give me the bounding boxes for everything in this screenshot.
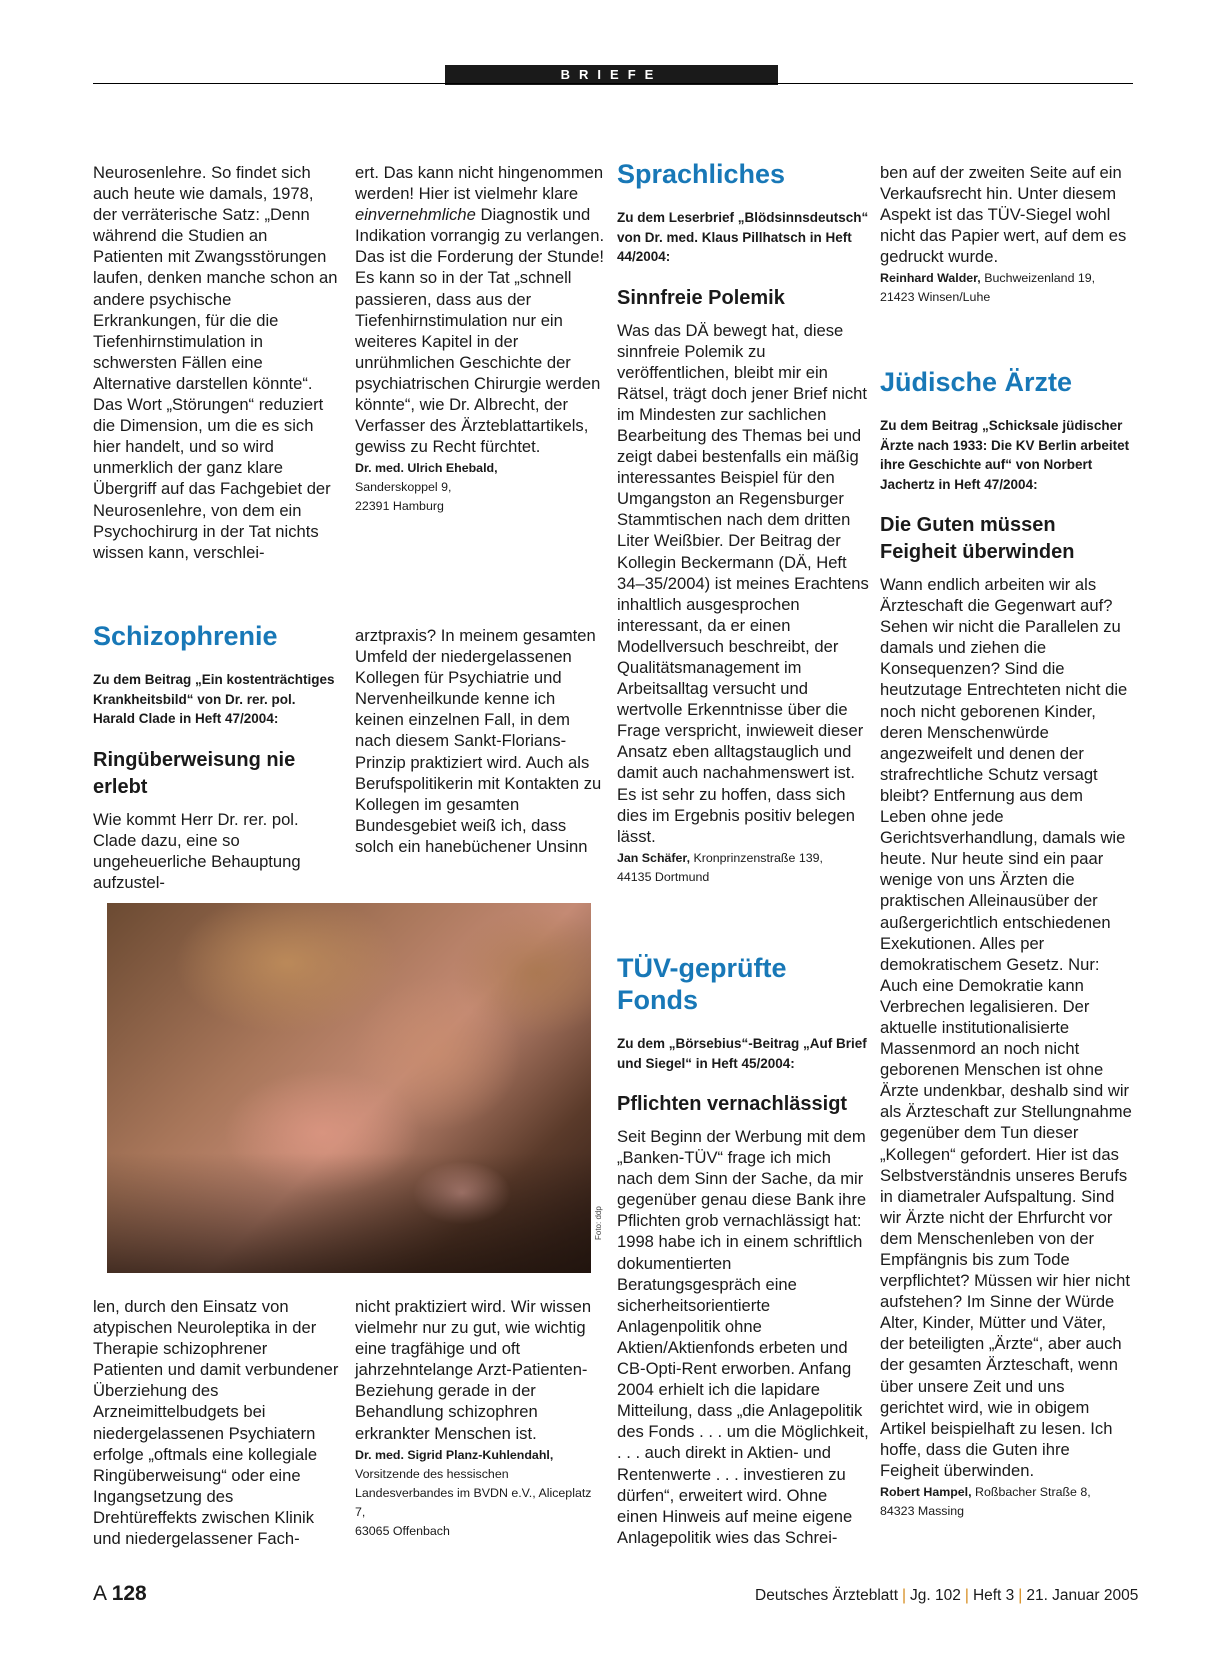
signature-name: Jan Schäfer, bbox=[617, 850, 691, 865]
footer-separator: | bbox=[902, 1587, 907, 1604]
signature-address: Sanderskoppel 9, bbox=[355, 480, 452, 495]
signature bbox=[617, 849, 869, 887]
photo-shade bbox=[107, 1153, 591, 1273]
category-title: TÜV-geprüfte Fonds bbox=[617, 953, 787, 1015]
text-italic: einvernehmliche bbox=[355, 205, 476, 225]
reference-note: Zu dem Leserbrief „Blödsinnsdeutsch“ von Dr. med. Klaus Pillhatsch in Heft 44/2004: bbox=[617, 210, 869, 264]
letter-headline: Ringüberweisung nie erlebt bbox=[93, 748, 296, 798]
category-title: Jüdische Ärzte bbox=[880, 367, 1073, 397]
signature-name: Reinhard Walder, bbox=[880, 271, 981, 286]
letter-text: ben auf der zweiten Seite auf ein Verkaufsrecht hin. Unter diesem Aspekt ist das TÜV-Siegel wohl nicht das Papier wert, auf dem es gedruckt wurde. bbox=[880, 163, 1127, 267]
letter-headline: Sinnfreie Polemik bbox=[617, 286, 785, 309]
issue: Heft 3 bbox=[972, 1587, 1015, 1604]
letter-text: arztpraxis? In meinem gesamten Umfeld der niedergelassenen Kollegen für Psychiatrie und Nervenheilkunde kenne ich keinen einzelnen Fall, in dem nach diesem Sankt-Florians-Prinzip praktiziert wird. Auch als Berufspolitikerin mit Kontakten zu Kollegen im gesamten Bundesgebiet weiß ich, dass solch ein hanebüchener Unsinn bbox=[355, 626, 602, 856]
signature bbox=[355, 1446, 605, 1541]
juedisch-section bbox=[880, 366, 1132, 1521]
signature bbox=[355, 459, 605, 516]
signature bbox=[880, 269, 1130, 307]
signature-city: 21423 Winsen/Luhe bbox=[880, 290, 991, 305]
reference-note: Zu dem Beitrag „Ein kostenträchtiges Krankheitsbild“ von Dr. rer. pol. Harald Clade in Heft 47/2004: bbox=[93, 672, 335, 726]
category-title: Schizophrenie bbox=[93, 621, 278, 651]
letter-text: Wann endlich arbeiten wir als Ärzteschaft die Gegenwart auf? Sehen wir nicht die Parallelen zu damals und ziehen die Konsequenzen? Sind die heutzutage Entrechteten nicht die noch nicht geborenen Kinder, deren Menschenwürde angezweifelt und denen der strafrechtliche Schutz versagt bleibt? Entfernung aus dem Leben ohne jede Gerichtsverhandlung, damals wie heute. Nur heute sind ein paar wenige von uns Ärzten die praktischen Alleinausüber der außergerichtlich entschiedenen Exekutionen. Alles per demokratischem Gesetz. Nur: Auch eine Demokratie kann Verbrechen legalisieren. Der aktuelle institutionalisierte Massenmord an noch nicht geborenen Menschen ist ohne Ärzte undenkbar, deshalb sind wir als Ärzteschaft zur Stellungnahme gegenüber dem Tun dieser „Kollegen“ gefordert. Hier ist das Selbstverständnis unseres Berufs in diametraler Aufspaltung. Sind wir Ärzte nicht der Ehrfurcht vor dem Menschenleben von der Empfängnis bis zum Tode verpflichtet? Müssen wir hier nicht aufstehen? Im Sinne der Würde Alter, Kinder, Mütter und Väter, der beteiligten „Ärzte“, aber auch der gesamten Ärzteschaft, wenn über unsere Zeit und uns gerichtet wird, wie in obigem Artikel beispielhaft zu lesen. Ich hoffe, dass die Guten ihre Feigheit überwinden. bbox=[880, 575, 1132, 1480]
signature-address: Buchweizenland 19, bbox=[984, 271, 1096, 286]
footer-separator: | bbox=[964, 1587, 969, 1604]
signature-address: Vorsitzende des hessischen Landesverbandes im BVDN e.V., Aliceplatz 7, bbox=[355, 1466, 592, 1519]
signature-address: Roßbacher Straße 8, bbox=[975, 1485, 1091, 1500]
letter-headline: Pflichten vernachlässigt bbox=[617, 1093, 848, 1115]
letter-text: Wie kommt Herr Dr. rer. pol. Clade dazu, eine so ungeheuerliche Behauptung aufzustel- bbox=[93, 809, 301, 892]
footer-separator: | bbox=[1018, 1587, 1023, 1604]
text-part: ert. Das kann nicht hingenommen werden! Hier ist vielmehr klare bbox=[355, 163, 604, 204]
footer-citation bbox=[755, 1587, 1138, 1605]
schizo-col2-top bbox=[355, 625, 605, 857]
letter-text: Was das DÄ bewegt hat, diese sinnfreie Polemik zu veröffentlichen, bleibt mir ein Rätsel, trägt doch jener Brief nicht im Mindesten zur sachlichen Bearbeitung des Themas bei und zeigt dabei bestenfalls ein mäßig interessantes Beispiel für den Umgangston an Regensburger Stammtischen nach dem dritten Liter Weißbier. Der Beitrag der Kollegin Beckermann (DÄ, Heft 34–35/2004) ist meines Erachtens inhaltlich ausgesprochen interessant, da er einen Modellversuch beschreibt, der Qualitätsmanagement im Arbeitsalltag versucht und wertvolle Erkenntnisse über die Frage verspricht, inwieweit dieser Ansatz eben alltagstauglich und damit auch nachahmenswert ist. Es ist sehr zu hoffen, dass sich dies im Ergebnis positiv belegen lässt. bbox=[617, 320, 869, 846]
col1-top bbox=[93, 162, 341, 563]
schizo-head bbox=[93, 620, 341, 893]
page-number-value: 128 bbox=[111, 1582, 147, 1605]
signature-name: Robert Hampel, bbox=[880, 1485, 972, 1500]
volume: Jg. 102 bbox=[910, 1587, 961, 1604]
journal-name: Deutsches Ärzteblatt bbox=[755, 1587, 899, 1604]
col2-top bbox=[355, 162, 605, 516]
signature-name: Dr. med. Ulrich Ehebald, bbox=[355, 461, 498, 476]
letter-text: Seit Beginn der Werbung mit dem „Banken-TÜV“ frage ich mich nach dem Sinn der Sache, da mir gegenüber genau diese Bank ihre Pflichten grob vernachlässigt hat: 1998 habe ich in einem schriftlich dokumentierten Beratungsgespräch eine sicherheitsorientierte Anlagenpolitik ohne Aktien/Aktienfonds erbeten und CB-Opti-Rent erworben. Anfang 2004 erhielt ich die lapidare Mitteilung, dass „die Anlagepolitik des Fonds . . . um die Möglichkeit, . . . auch direkt in Aktien- und Rentenwerte . . . investieren zu dürfen“, erweitert wird. Ohne einen Hinweis auf meine eigene Anlagepolitik wies das Schrei- bbox=[617, 1127, 869, 1547]
signature-name: Dr. med. Sigrid Planz-Kuhlendahl, bbox=[355, 1447, 554, 1462]
page-prefix: A bbox=[93, 1582, 106, 1605]
page-number bbox=[93, 1582, 147, 1606]
signature bbox=[880, 1483, 1132, 1521]
signature-city: 44135 Dortmund bbox=[617, 869, 710, 884]
tuev-section bbox=[617, 952, 869, 1548]
reference-note: Zu dem Beitrag „Schicksale jüdischer Ärzte nach 1933: Die KV Berlin arbeitet ihre Geschichte auf“ von Norbert Jachertz in Heft 47/2004: bbox=[880, 418, 1130, 492]
col4-top bbox=[880, 162, 1130, 307]
letter-text: len, durch den Einsatz von atypischen Neuroleptika in der Therapie schizophrener Patienten und damit verbundener Überziehung des Arzneimittelbudgets bei niedergelassenen Psychiatern erfolge „oftmals eine kollegiale Ringüberweisung“ oder eine Ingangsetzung des Drehtüreffekts zwischen Klinik und niedergelassener Fach- bbox=[93, 1297, 339, 1549]
issue-date: 21. Januar 2005 bbox=[1026, 1587, 1139, 1604]
letter-text: nicht praktiziert wird. Wir wissen vielmehr nur zu gut, wie wichtig eine tragfähige und oft jahrzehntelange Arzt-Patienten-Beziehung gerade in der Behandlung schizophren erkrankter Menschen ist. bbox=[355, 1297, 592, 1443]
signature-city: 63065 Offenbach bbox=[355, 1523, 450, 1538]
letter-text bbox=[355, 162, 605, 457]
photo-credit: Foto: ddp bbox=[594, 1206, 603, 1240]
header-rule bbox=[93, 83, 1133, 84]
section-tab: BRIEFE bbox=[445, 65, 778, 85]
sprach-section bbox=[617, 158, 869, 887]
schizo-col1-bottom bbox=[93, 1296, 341, 1549]
text-part: Diagnostik und Indikation vorrangig zu verlangen. Das ist die Forderung der Stunde! Es kann so in der Tat „schnell passieren, dass aus der Tiefenhirnstimulation nur ein weiteres Kapitel in der unrühmlichen Geschichte der psychiatrischen Chirurgie werden könnte“, wie Dr. Albrecht, der Verfasser des Ärzteblattartikels, gewiss zu Recht fürchtet. bbox=[355, 205, 605, 457]
letter-headline: Die Guten müssen Feigheit überwinden bbox=[880, 514, 1075, 563]
signature-city: 84323 Massing bbox=[880, 1504, 965, 1519]
signature-city: 22391 Hamburg bbox=[355, 499, 444, 514]
schizo-col2-bottom bbox=[355, 1296, 605, 1541]
signature-address: Kronprinzenstraße 139, bbox=[693, 850, 823, 865]
letter-text: Neurosenlehre. So findet sich auch heute wie damals, 1978, der verräterische Satz: „Denn während die Studien an Patienten mit Zwangsstörungen laufen, denken manche schon an andere psychische Erkrankungen, für die die Tiefenhirnstimulation in schwersten Fällen eine Alternative darstellen könnte“. Das Wort „Störungen“ reduziert die Dimension, um die es sich hier handelt, und so wird unmerklich der ganz klare Übergriff auf das Fachgebiet der Neurosenlehre, von dem ein Psychochirurg in der Tat nichts wissen kann, verschlei- bbox=[93, 163, 338, 562]
category-title: Sprachliches bbox=[617, 159, 786, 189]
photo-distressed-woman bbox=[107, 903, 591, 1273]
reference-note: Zu dem „Börsebius“-Beitrag „Auf Brief und Siegel“ in Heft 45/2004: bbox=[617, 1036, 867, 1071]
